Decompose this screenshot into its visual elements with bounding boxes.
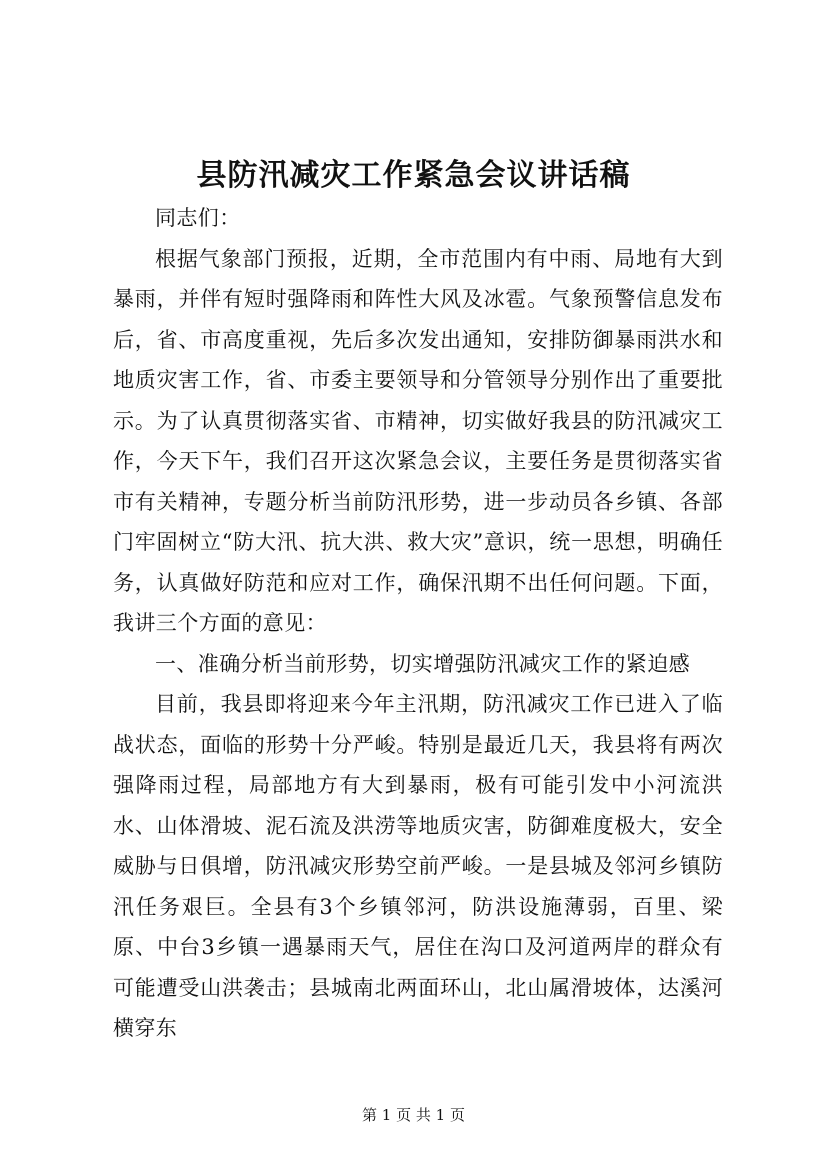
document-title: 县防汛减灾工作紧急会议讲话稿 (196, 158, 631, 193)
salutation: 同志们： (155, 206, 241, 230)
section-heading: 一、准确分析当前形势，切实增强防汛减灾工作的紧迫感 (155, 651, 690, 676)
paragraph-situation: 目前，我县即将迎来今年主汛期，防汛减灾工作已进入了临战状态，面临的形势十分严峻。特别是最近几天，我县将有两次强降雨过程，局部地方有大到暴雨，极有可能引发中小河流洪水、山体滑坡、泥石流及洪涝等地质灾害，防御难度极大，安全威胁与日俱增，防汛减灾形势空前严峻。一是县城及邻河乡镇防汛任务艰巨。全县有3个乡镇邻河，防洪设施薄弱，百里、梁原、中台3乡镇一遇暴雨天气，居住在沟口及河道两岸的群众有可能遭受山洪袭击；县城南北两面环山，北山属滑坡体，达溪河横穿东 (113, 692, 723, 1040)
document-body (113, 198, 723, 1049)
page-footer: 第 1 页 共 1 页 (362, 1106, 465, 1124)
paragraph-intro: 根据气象部门预报，近期，全市范围内有中雨、局地有大到暴雨，并伴有短时强降雨和阵性大风及冰雹。气象预警信息发布后，省、市高度重视，先后多次发出通知，安排防御暴雨洪水和地质灾害工作，省、市委主要领导和分管领导分别作出了重要批示。为了认真贯彻落实省、市精神，切实做好我县的防汛减灾工作，今天下午，我们召开这次紧急会议，主要任务是贯彻落实省市有关精神，专题分析当前防汛形势，进一步动员各乡镇、各部门牢固树立“防大汛、抗大洪、救大灾”意识，统一思想，明确任务，认真做好防范和应对工作，确保汛期不出任何问题。下面，我讲三个方面的意见： (113, 246, 723, 635)
